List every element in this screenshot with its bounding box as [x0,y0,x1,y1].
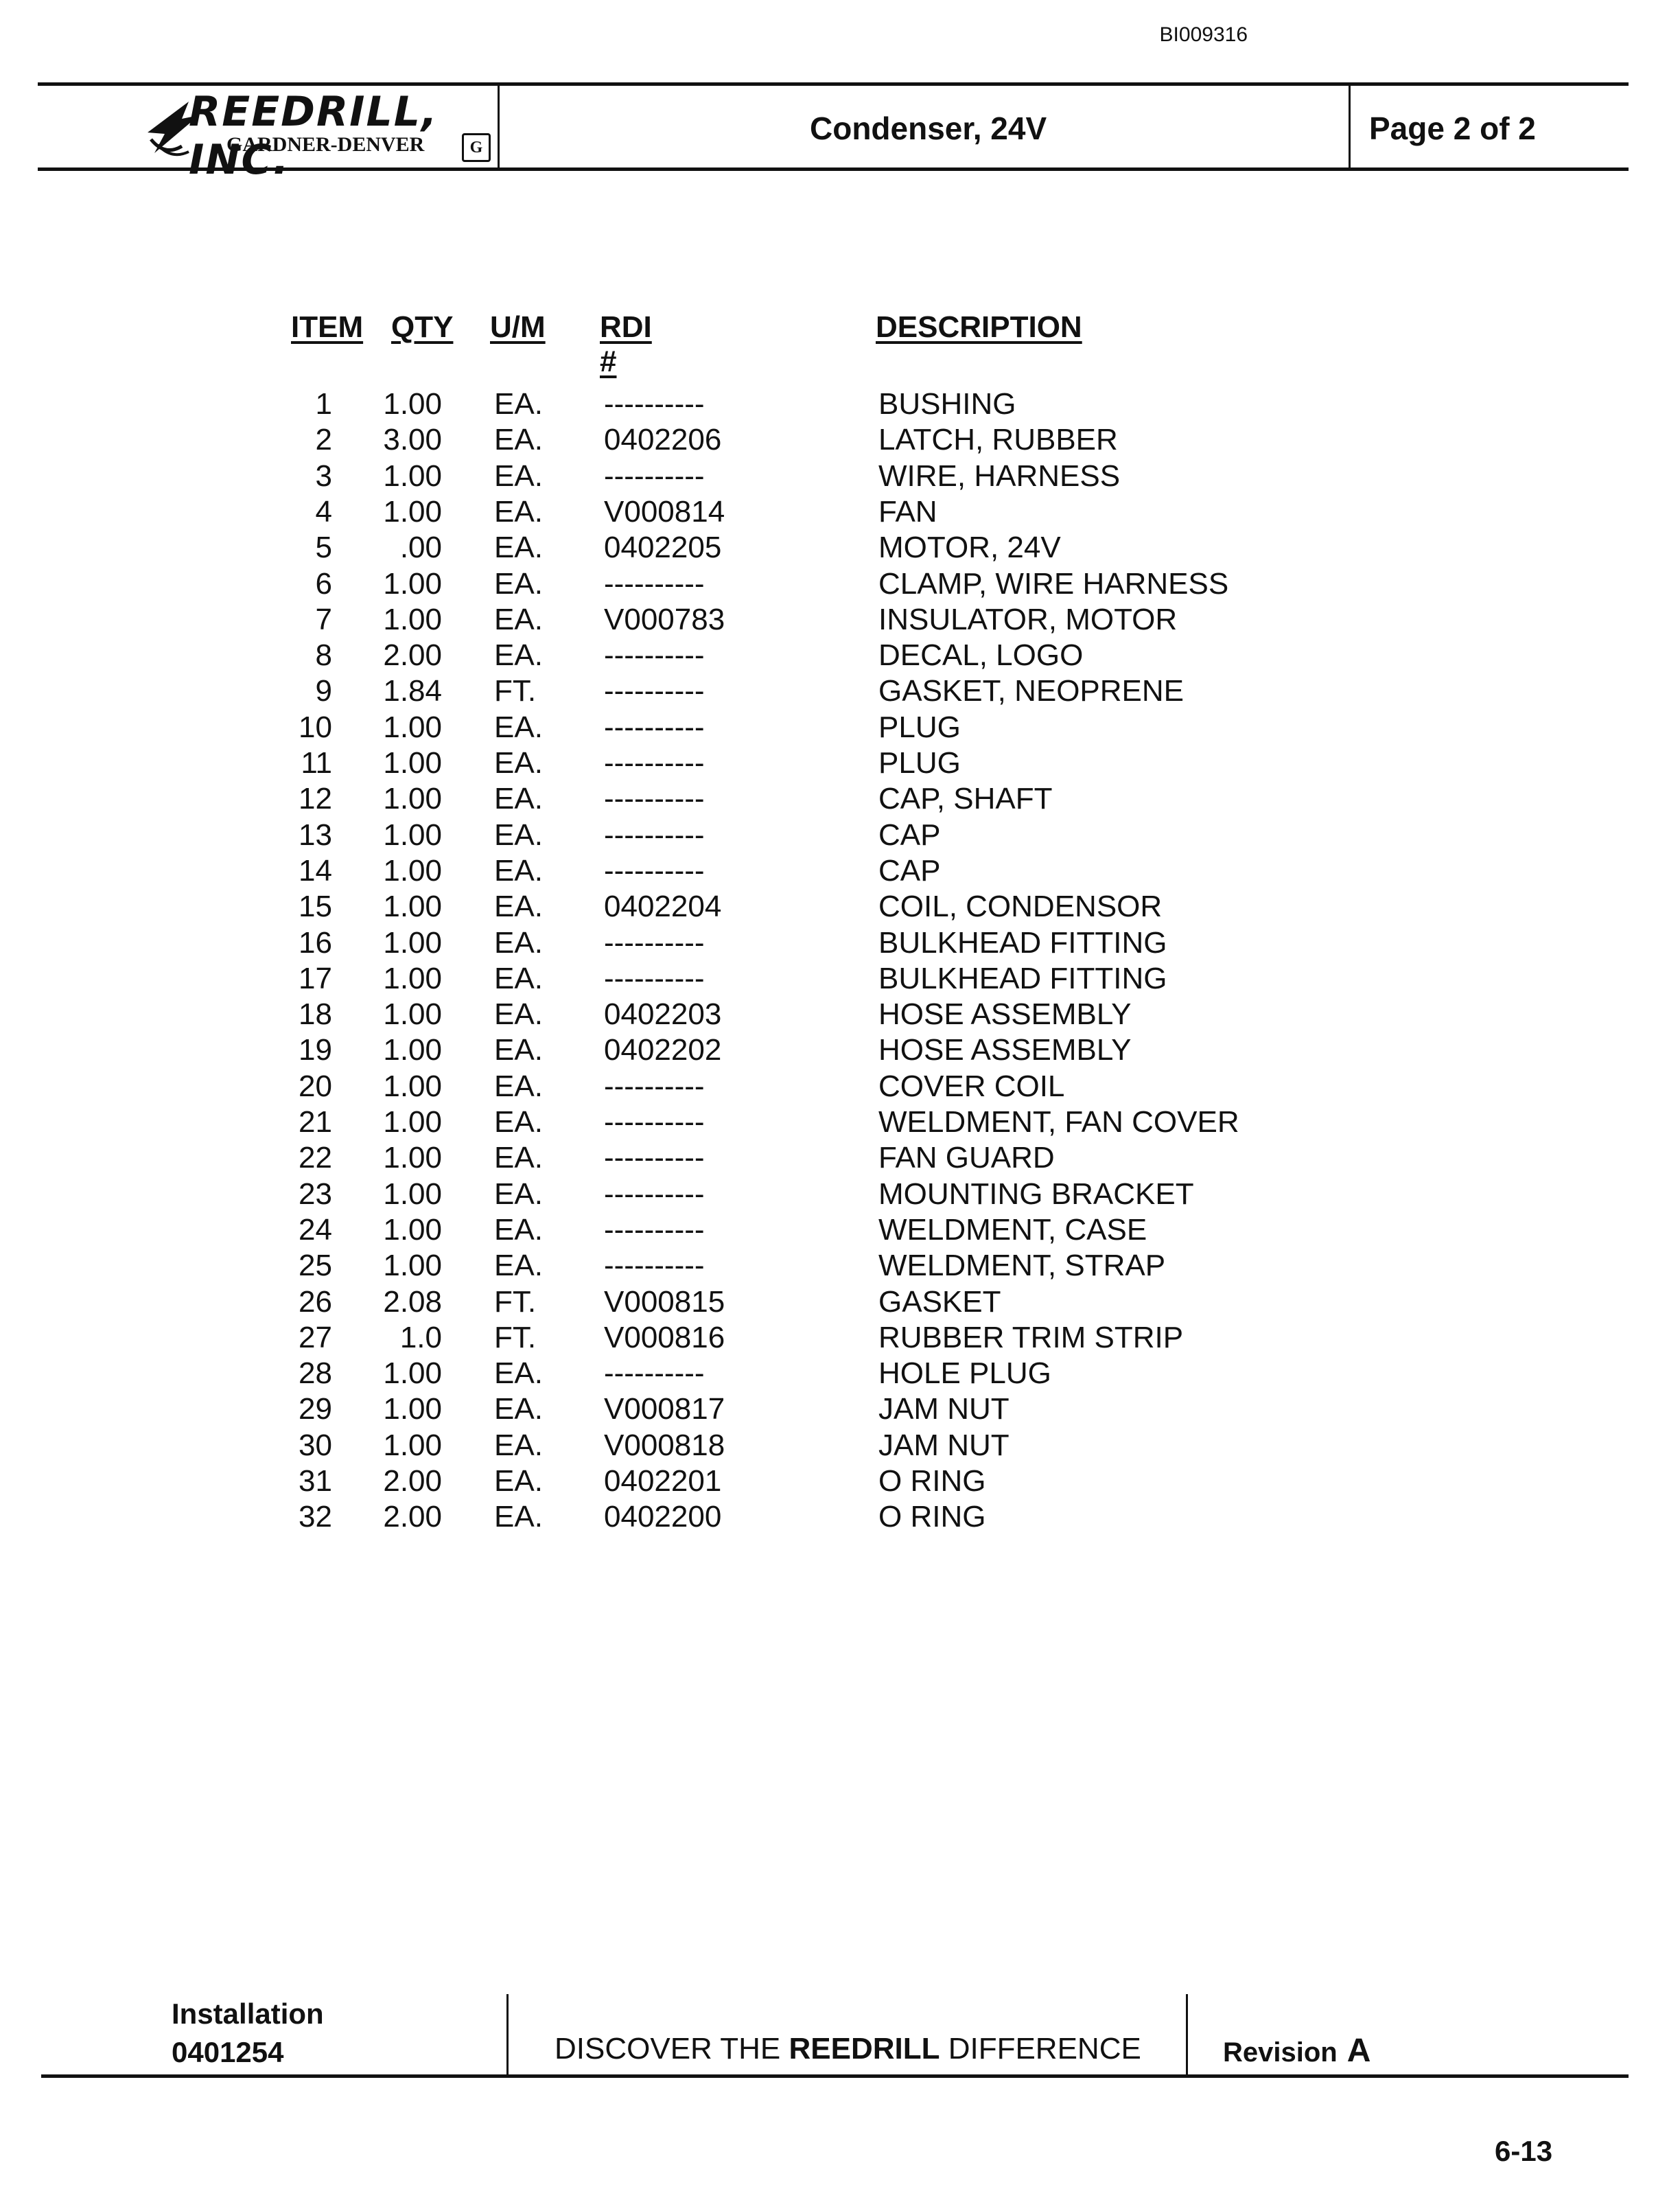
cell-rdi: ---------- [604,1177,705,1211]
tagline-brand: REEDRILL [789,2032,940,2066]
logo-company-name: REEDRILL, INC. [189,88,439,184]
cell-qty: 1.00 [383,1428,442,1462]
table-row [291,495,1320,531]
cell-item: 30 [299,1428,332,1462]
cell-rdi: ---------- [604,387,705,421]
cell-qty: 2.08 [383,1284,442,1319]
cell-rdi: ---------- [604,1141,705,1175]
cell-item: 31 [299,1464,332,1498]
cell-item: 17 [299,961,332,995]
cell-item: 32 [299,1500,332,1534]
header-description: DESCRIPTION [876,310,1082,344]
table-row [291,782,1320,818]
cell-desc: CLAMP, WIRE HARNESS [878,566,1229,601]
cell-qty: 2.00 [383,638,442,673]
table-row [291,567,1320,603]
cell-qty: 1.00 [383,387,442,421]
cell-qty: .00 [399,531,442,565]
cell-desc: RUBBER TRIM STRIP [878,1320,1184,1354]
table-row [291,1249,1320,1284]
cell-rdi: ---------- [604,782,705,816]
header-qty: QTY [391,310,454,344]
cell-qty: 1.00 [383,782,442,816]
table-row [291,710,1320,746]
table-row [291,1141,1320,1177]
cell-um: EA. [494,494,543,529]
table-row [291,1428,1320,1464]
cell-desc: WELDMENT, CASE [878,1212,1147,1247]
cell-um: EA. [494,961,543,995]
cell-qty: 1.00 [383,1249,442,1283]
cell-item: 25 [299,1249,332,1283]
cell-item: 1 [315,387,332,421]
table-row [291,1033,1320,1069]
cell-desc: FAN [878,494,937,529]
header-divider-left [498,84,500,169]
cell-qty: 1.00 [383,1356,442,1391]
header-divider-right [1349,84,1351,169]
cell-um: FT. [494,1284,537,1319]
footer-section-name: Installation [172,1998,324,2030]
footer-rule [41,2074,1629,2078]
cell-item: 22 [299,1141,332,1175]
cell-um: FT. [494,1320,537,1354]
table-row [291,1285,1320,1321]
header-item: ITEM [291,310,364,344]
footer-doc-number: 0401254 [172,2036,284,2068]
cell-item: 8 [315,638,332,673]
table-row [291,746,1320,782]
table-row [291,818,1320,854]
table-row [291,1321,1320,1356]
cell-um: EA. [494,890,543,924]
cell-desc: MOTOR, 24V [878,531,1061,565]
cell-desc: FAN GUARD [878,1141,1055,1175]
cell-item: 14 [299,853,332,888]
cell-item: 18 [299,997,332,1032]
table-row [291,1464,1320,1500]
cell-desc: O RING [878,1500,986,1534]
cell-rdi: ---------- [604,1356,705,1391]
cell-qty: 1.00 [383,890,442,924]
cell-um: EA. [494,387,543,421]
cell-qty: 3.00 [383,423,442,457]
cell-qty: 2.00 [383,1500,442,1534]
cell-um: EA. [494,746,543,780]
document-id: BI009316 [1159,23,1248,46]
cell-rdi: 0402205 [604,531,722,565]
cell-qty: 1.00 [383,818,442,852]
table-row [291,1356,1320,1392]
footer-divider-left [506,1994,509,2075]
cell-qty: 1.00 [383,997,442,1032]
cell-um: EA. [494,459,543,493]
cell-item: 4 [315,494,332,529]
cell-um: EA. [494,997,543,1032]
cell-qty: 1.00 [383,1069,442,1103]
cell-rdi: ---------- [604,925,705,960]
cell-item: 3 [315,459,332,493]
logo-badge: G [462,133,491,162]
cell-qty: 1.84 [383,674,442,708]
cell-rdi: V000818 [604,1428,725,1462]
revision-value: A [1346,2033,1371,2069]
cell-desc: CAP [878,853,941,888]
cell-desc: JAM NUT [878,1428,1010,1462]
cell-item: 21 [299,1105,332,1139]
table-row [291,1105,1320,1141]
cell-rdi: ---------- [604,1105,705,1139]
table-row [291,1177,1320,1213]
cell-item: 12 [299,782,332,816]
header-top-rule [38,82,1629,86]
cell-desc: COIL, CONDENSOR [878,890,1163,924]
cell-um: EA. [494,1141,543,1175]
page-indicator: Page 2 of 2 [1369,111,1536,146]
table-row [291,1392,1320,1428]
cell-item: 15 [299,890,332,924]
table-row [291,854,1320,890]
cell-qty: 1.00 [383,1033,442,1067]
cell-desc: GASKET, NEOPRENE [878,674,1185,708]
cell-desc: PLUG [878,710,961,744]
cell-um: EA. [494,1105,543,1139]
cell-qty: 1.0 [399,1320,442,1354]
cell-qty: 1.00 [383,961,442,995]
cell-qty: 1.00 [383,602,442,636]
cell-desc: BULKHEAD FITTING [878,961,1167,995]
cell-rdi: ---------- [604,674,705,708]
cell-qty: 1.00 [383,1392,442,1426]
cell-qty: 1.00 [383,494,442,529]
table-row [291,926,1320,962]
cell-qty: 1.00 [383,1141,442,1175]
cell-rdi: 0402201 [604,1464,722,1498]
table-row [291,387,1320,423]
cell-rdi: ---------- [604,746,705,780]
cell-desc: DECAL, LOGO [878,638,1084,673]
cell-item: 16 [299,925,332,960]
cell-qty: 1.00 [383,459,442,493]
cell-item: 29 [299,1392,332,1426]
tagline-post: DIFFERENCE [940,2032,1141,2066]
cell-um: FT. [494,674,537,708]
table-row [291,962,1320,997]
cell-rdi: ---------- [604,638,705,673]
cell-qty: 1.00 [383,1212,442,1247]
document-title: Condenser, 24V [810,111,1047,146]
table-row [291,638,1320,674]
cell-desc: GASKET [878,1284,1001,1319]
cell-item: 2 [315,423,332,457]
cell-um: EA. [494,710,543,744]
cell-rdi: 0402206 [604,423,722,457]
table-row [291,423,1320,459]
cell-item: 26 [299,1284,332,1319]
cell-item: 27 [299,1320,332,1354]
cell-rdi: V000783 [604,602,725,636]
cell-item: 20 [299,1069,332,1103]
cell-desc: BUSHING [878,387,1016,421]
cell-item: 7 [315,602,332,636]
cell-um: EA. [494,638,543,673]
cell-desc: CAP [878,818,941,852]
cell-desc: PLUG [878,746,961,780]
cell-rdi: 0402202 [604,1033,722,1067]
table-row [291,459,1320,495]
cell-qty: 1.00 [383,566,442,601]
cell-item: 9 [315,674,332,708]
cell-qty: 1.00 [383,710,442,744]
header-um: U/M [490,310,546,344]
logo-subtitle: GARDNER-DENVER [226,133,425,156]
cell-rdi: V000816 [604,1320,725,1354]
table-row [291,890,1320,925]
table-row [291,1213,1320,1249]
cell-desc: BULKHEAD FITTING [878,925,1167,960]
cell-rdi: ---------- [604,961,705,995]
cell-um: EA. [494,566,543,601]
footer-section [172,1995,324,2072]
cell-qty: 1.00 [383,1105,442,1139]
cell-rdi: 0402204 [604,890,722,924]
cell-desc: HOSE ASSEMBLY [878,1033,1132,1067]
page-number: 6-13 [1495,2135,1553,2167]
cell-um: EA. [494,782,543,816]
cell-item: 13 [299,818,332,852]
cell-um: EA. [494,818,543,852]
cell-qty: 1.00 [383,853,442,888]
cell-desc: JAM NUT [878,1392,1010,1426]
cell-rdi: 0402200 [604,1500,722,1534]
revision-label: Revision [1223,2037,1338,2068]
cell-desc: MOUNTING BRACKET [878,1177,1194,1211]
company-logo [141,88,498,184]
cell-rdi: ---------- [604,818,705,852]
cell-um: EA. [494,925,543,960]
cell-rdi: ---------- [604,459,705,493]
cell-qty: 1.00 [383,925,442,960]
cell-um: EA. [494,1249,543,1283]
cell-qty: 2.00 [383,1464,442,1498]
cell-desc: WELDMENT, FAN COVER [878,1105,1239,1139]
cell-um: EA. [494,531,543,565]
cell-desc: O RING [878,1464,986,1498]
cell-um: EA. [494,1069,543,1103]
cell-desc: WELDMENT, STRAP [878,1249,1166,1283]
cell-item: 24 [299,1212,332,1247]
cell-rdi: V000817 [604,1392,725,1426]
cell-desc: WIRE, HARNESS [878,459,1121,493]
table-row [291,674,1320,710]
cell-um: EA. [494,853,543,888]
cell-rdi: 0402203 [604,997,722,1032]
header-rdi: RDI # [600,310,652,378]
cell-item: 6 [315,566,332,601]
cell-um: EA. [494,1212,543,1247]
cell-desc: CAP, SHAFT [878,782,1053,816]
cell-item: 28 [299,1356,332,1391]
cell-desc: LATCH, RUBBER [878,423,1118,457]
cell-rdi: V000814 [604,494,725,529]
tagline-pre: DISCOVER THE [555,2032,789,2066]
cell-item: 23 [299,1177,332,1211]
footer-tagline [555,2032,1141,2066]
cell-item: 11 [301,746,332,780]
cell-rdi: ---------- [604,1212,705,1247]
cell-um: EA. [494,1428,543,1462]
cell-rdi: ---------- [604,853,705,888]
cell-item: 19 [299,1033,332,1067]
cell-item: 10 [299,710,332,744]
cell-rdi: V000815 [604,1284,725,1319]
cell-um: EA. [494,1177,543,1211]
cell-um: EA. [494,423,543,457]
cell-desc: INSULATOR, MOTOR [878,602,1178,636]
cell-um: EA. [494,602,543,636]
cell-desc: COVER COIL [878,1069,1065,1103]
cell-rdi: ---------- [604,566,705,601]
table-row [291,531,1320,566]
footer-divider-right [1186,1994,1188,2075]
cell-um: EA. [494,1464,543,1498]
cell-rdi: ---------- [604,1069,705,1103]
cell-desc: HOLE PLUG [878,1356,1051,1391]
cell-qty: 1.00 [383,1177,442,1211]
cell-um: EA. [494,1356,543,1391]
cell-um: EA. [494,1033,543,1067]
table-row [291,1500,1320,1536]
table-row [291,997,1320,1033]
footer-revision [1223,2032,1370,2070]
cell-um: EA. [494,1500,543,1534]
cell-rdi: ---------- [604,1249,705,1283]
cell-um: EA. [494,1392,543,1426]
cell-desc: HOSE ASSEMBLY [878,997,1132,1032]
cell-qty: 1.00 [383,746,442,780]
cell-item: 5 [315,531,332,565]
cell-rdi: ---------- [604,710,705,744]
table-row [291,1069,1320,1105]
table-row [291,603,1320,638]
